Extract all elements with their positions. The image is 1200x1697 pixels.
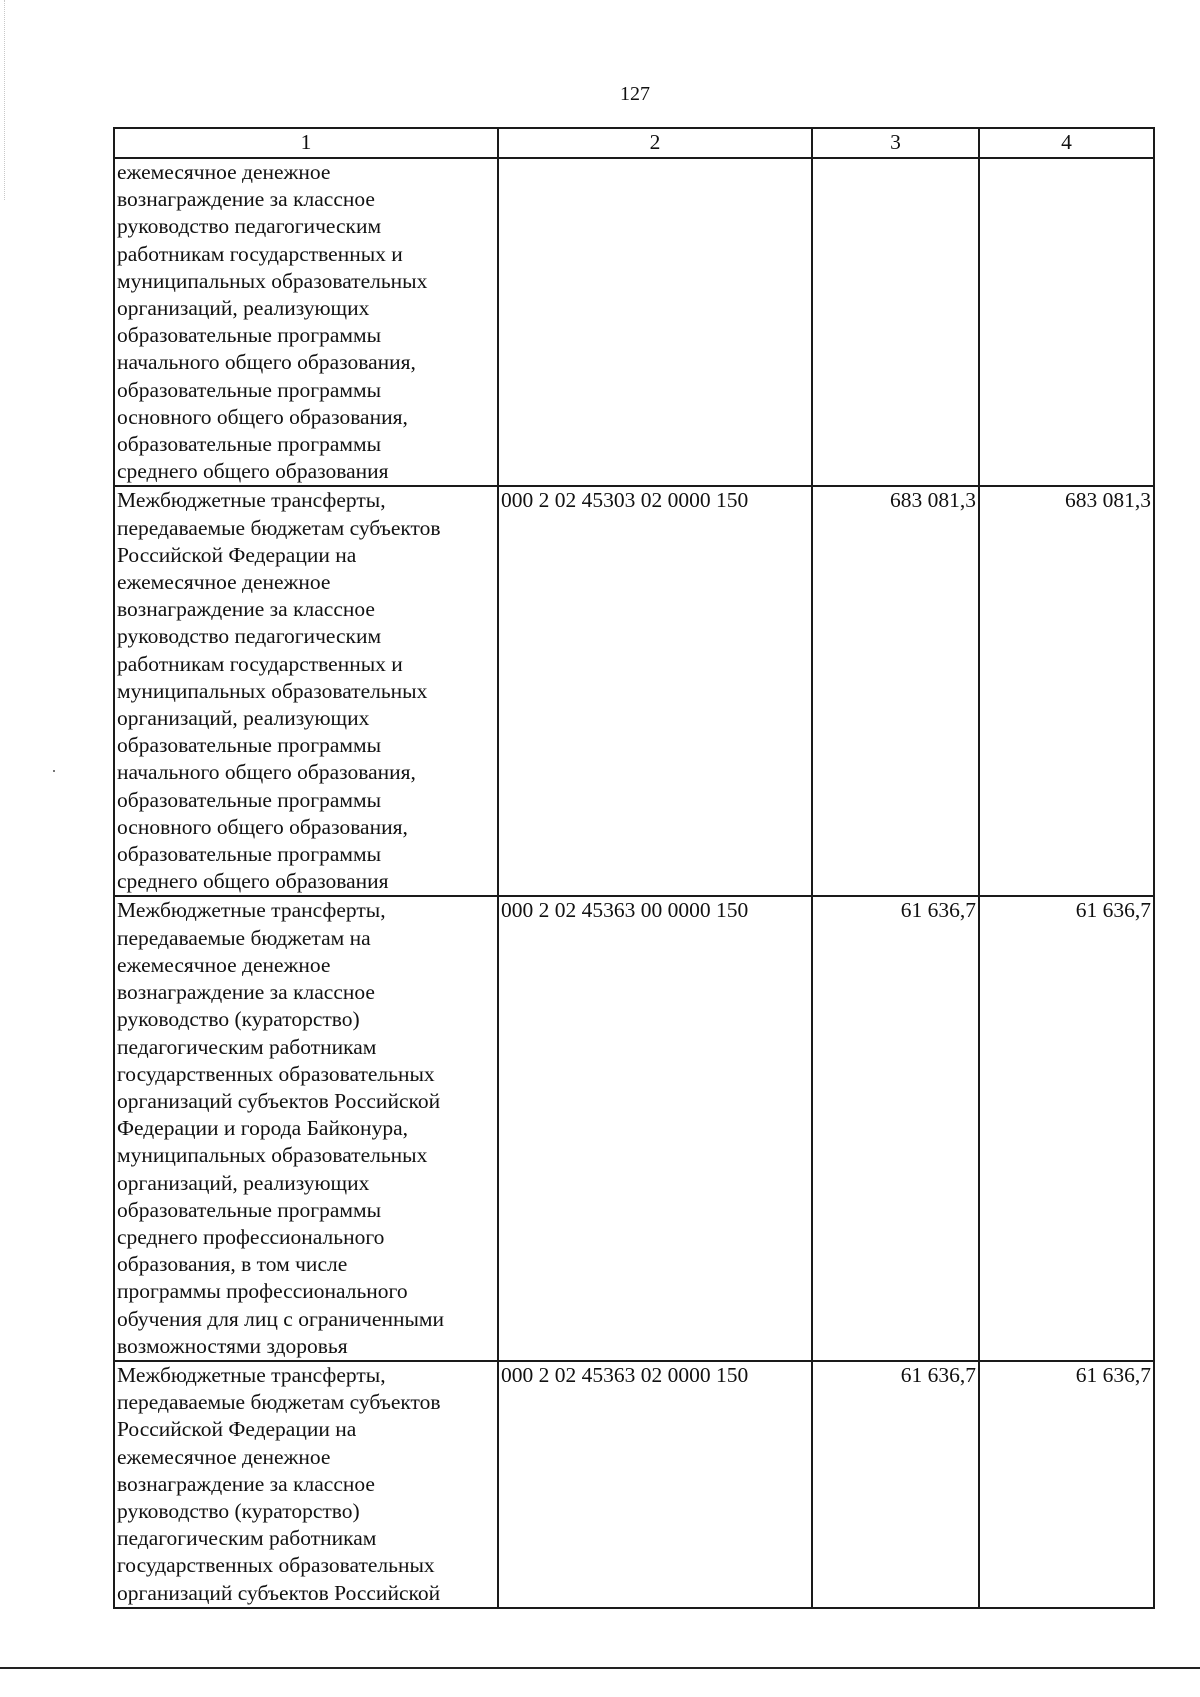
row-value-col3: 61 636,7	[812, 896, 979, 1360]
row-name-cell: Межбюджетные трансферты, передаваемые бюджетам на ежемесячное денежное вознаграждение за классное руководство (кураторство) педагогическим работникам государственных образовательных организаций субъектов Российской Федерации и города Байконура, муниципальных образовательных организаций, реализующих образовательные программы среднего профессионального образования, в том числе программы профессионального обучения для лиц с ограниченными возможностями здоровья	[114, 896, 498, 1360]
table-row	[114, 158, 1154, 486]
header-cell-3: 3	[812, 128, 979, 158]
row-value-col4: 683 081,3	[979, 486, 1154, 896]
row-name-cell: ежемесячное денежное вознаграждение за классное руководство педагогическим работникам государственных и муниципальных образовательных организаций, реализующих образовательные программы начального общего образования, образовательные программы основного общего образования, образовательные программы среднего общего образования	[114, 158, 498, 486]
row-code-cell: 000 2 02 45363 02 0000 150	[498, 1361, 812, 1608]
row-name-cell: Межбюджетные трансферты, передаваемые бюджетам субъектов Российской Федерации на ежемесячное денежное вознаграждение за классное руководство (кураторство) педагогическим работникам государственных образовательных организаций субъектов Российской	[114, 1361, 498, 1608]
row-value-col3: 61 636,7	[812, 1361, 979, 1608]
row-name-cell: Межбюджетные трансферты, передаваемые бюджетам субъектов Российской Федерации на ежемесячное денежное вознаграждение за классное руководство педагогическим работникам государственных и муниципальных образовательных организаций, реализующих образовательные программы начального общего образования, образовательные программы основного общего образования, образовательные программы среднего общего образования	[114, 486, 498, 896]
table-row	[114, 486, 1154, 896]
bottom-scan-rule	[0, 1667, 1200, 1669]
row-value-col4: 61 636,7	[979, 1361, 1154, 1608]
row-value-col3: 683 081,3	[812, 486, 979, 896]
row-code-cell: 000 2 02 45303 02 0000 150	[498, 486, 812, 896]
table-row	[114, 1361, 1154, 1608]
header-cell-1: 1	[114, 128, 498, 158]
table-header-row	[114, 128, 1154, 158]
row-code-cell	[498, 158, 812, 486]
page-number: 127	[620, 83, 650, 105]
row-value-col4	[979, 158, 1154, 486]
row-code-cell: 000 2 02 45363 00 0000 150	[498, 896, 812, 1360]
scan-edge-marks	[4, 0, 7, 200]
header-cell-4: 4	[979, 128, 1154, 158]
row-value-col4: 61 636,7	[979, 896, 1154, 1360]
header-cell-2: 2	[498, 128, 812, 158]
budget-table	[113, 127, 1155, 1609]
scan-speck	[53, 770, 55, 772]
table-row	[114, 896, 1154, 1360]
row-value-col3	[812, 158, 979, 486]
